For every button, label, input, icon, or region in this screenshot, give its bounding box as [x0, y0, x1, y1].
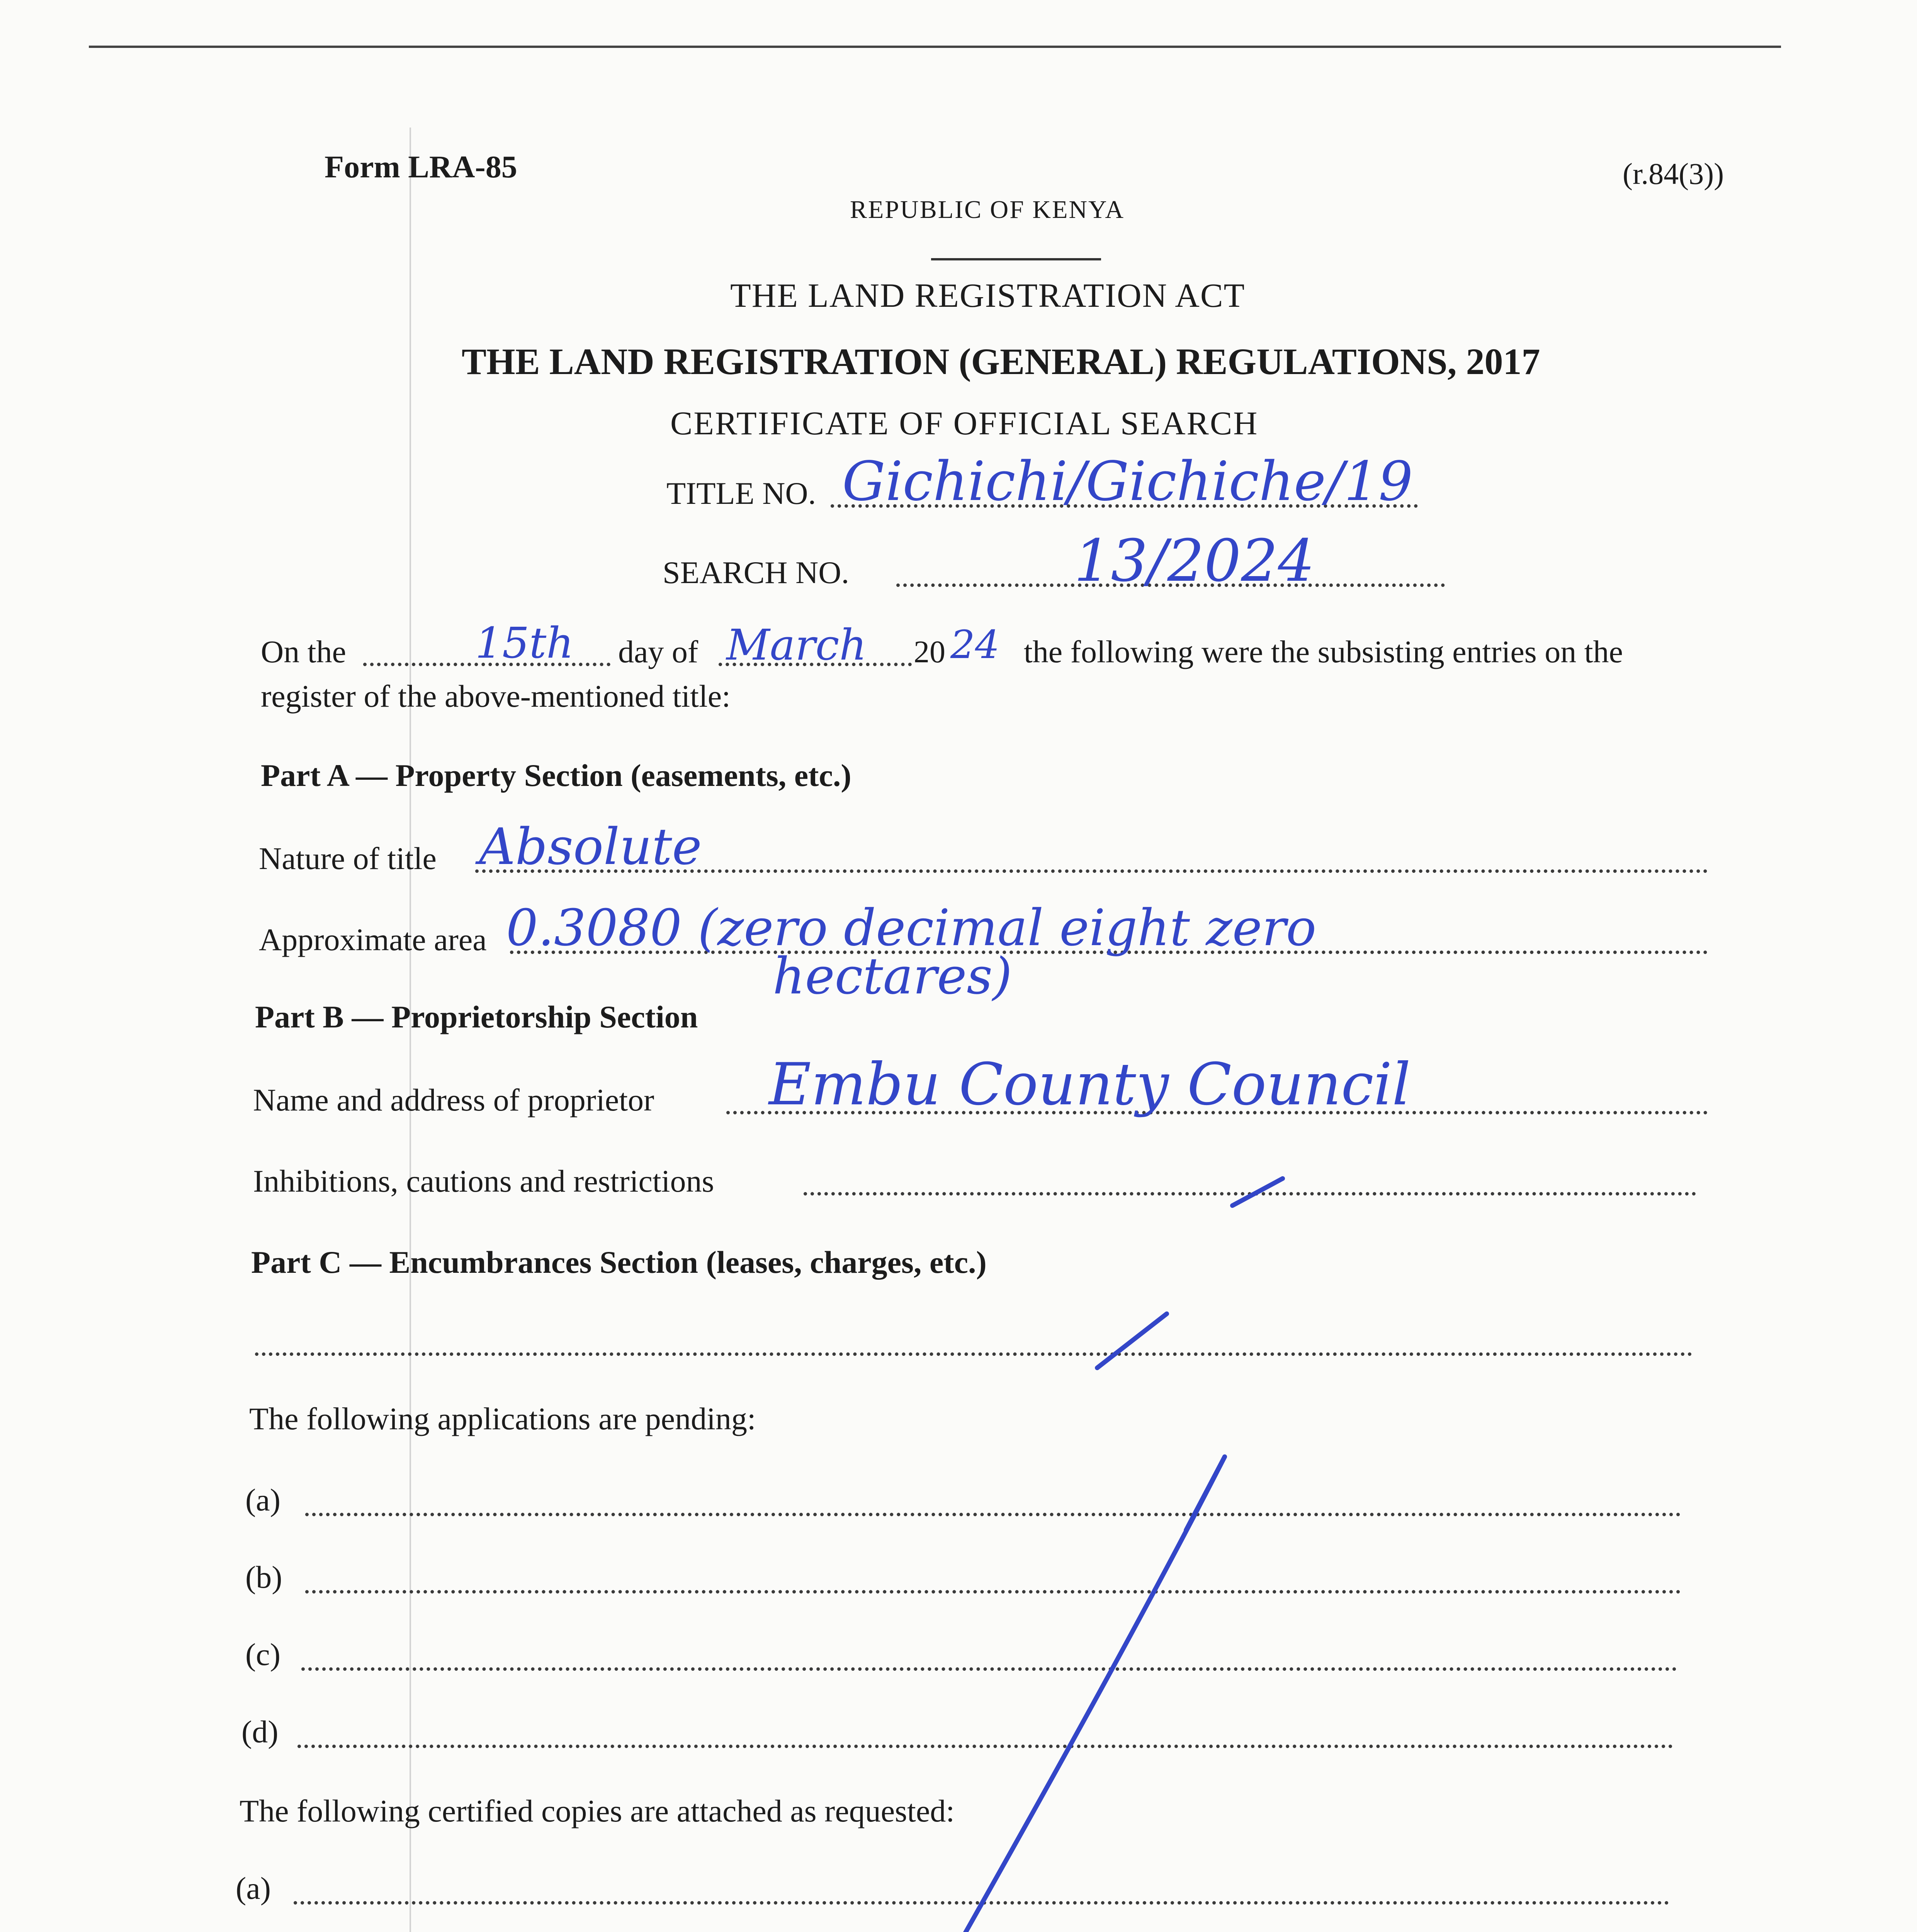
republic-heading: REPUBLIC OF KENYA	[850, 196, 1125, 224]
pending-item-b: (b)	[245, 1560, 282, 1595]
search-no-label: SEARCH NO.	[663, 555, 849, 590]
pen-cancel-line	[834, 1457, 1225, 1932]
pending-item-d: (d)	[241, 1714, 279, 1749]
proprietor-label: Name and address of proprietor	[253, 1082, 654, 1117]
part-b-heading: Part B — Proprietorship Section	[255, 999, 698, 1034]
certificate-heading: CERTIFICATE OF OFFICIAL SEARCH	[670, 405, 1259, 442]
pending-item-c: (c)	[245, 1637, 281, 1672]
pending-item-a: (a)	[245, 1482, 281, 1517]
intro-year-value: 24	[950, 622, 1000, 667]
part-a-heading: Part A — Property Section (easements, etc.)	[261, 758, 851, 793]
intro-day-of: day of	[618, 634, 698, 669]
intro-text-line2: register of the above-mentioned title:	[261, 679, 731, 714]
copies-intro: The following certified copies are attached as requested:	[240, 1793, 955, 1828]
intro-on-the: On the	[261, 634, 346, 669]
intro-month-value: March	[726, 620, 867, 670]
intro-text: the following were the subsisting entries on the	[1024, 634, 1623, 669]
intro-day-value: 15th	[475, 618, 574, 668]
copies-item-a: (a)	[236, 1871, 271, 1906]
pen-tick-part-c	[1097, 1314, 1167, 1368]
nature-of-title-value: Absolute	[479, 817, 702, 876]
part-c-heading: Part C — Encumbrances Section (leases, charges, etc.)	[251, 1245, 987, 1280]
regulations-heading: THE LAND REGISTRATION (GENERAL) REGULATIONS, 2017	[462, 341, 1540, 382]
pending-intro: The following applications are pending:	[249, 1401, 756, 1436]
pen-cancel-line-2	[1186, 1457, 1225, 1530]
search-no-value: 13/2024	[1074, 527, 1315, 595]
pen-check-mark	[1232, 1179, 1283, 1206]
intro-year-prefix: 20	[914, 634, 945, 669]
inhibitions-label: Inhibitions, cautions and restrictions	[253, 1163, 714, 1199]
approximate-area-label: Approximate area	[259, 922, 487, 957]
form-number: Form LRA-85	[325, 149, 517, 184]
act-heading: THE LAND REGISTRATION ACT	[730, 277, 1246, 315]
nature-of-title-label: Nature of title	[259, 841, 437, 876]
rule-reference: (r.84(3))	[1623, 157, 1724, 190]
approximate-area-value-2: hectares)	[773, 947, 1012, 1005]
title-no-label: TITLE NO.	[666, 476, 816, 511]
proprietor-value: Embu County Council	[769, 1051, 1411, 1118]
title-no-value: Gichichi/Gichiche/19	[842, 450, 1413, 513]
approximate-area-value: 0.3080 (zero decimal eight zero	[506, 898, 1317, 957]
